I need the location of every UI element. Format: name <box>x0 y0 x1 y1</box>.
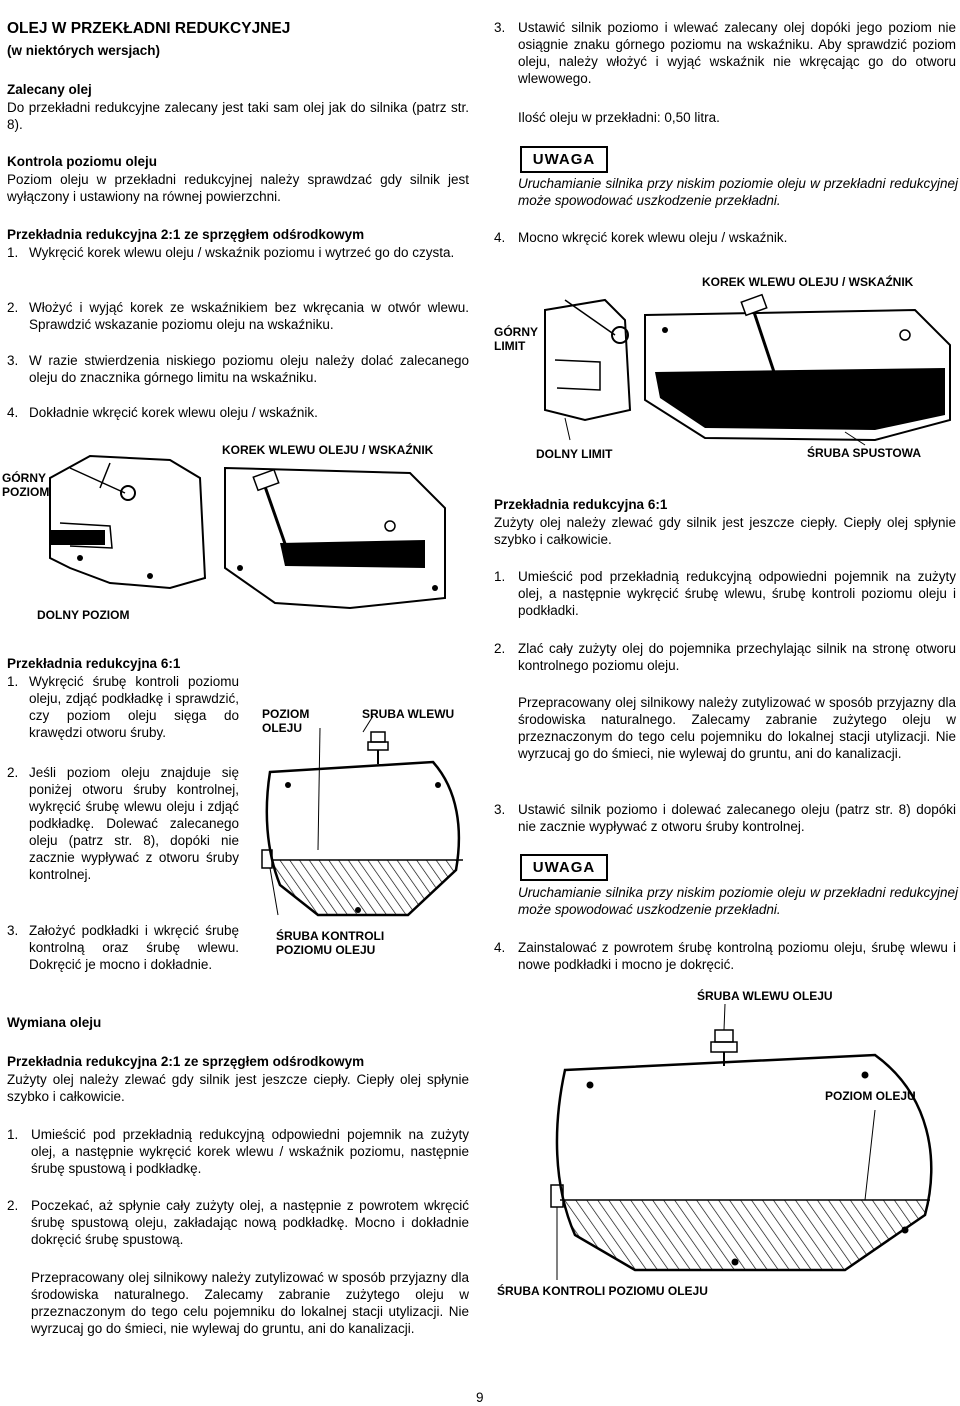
page-subtitle: (w niektórych wersjach) <box>7 43 161 58</box>
recommended-oil-text: Do przekładni redukcyjne zalecany jest taki sam olej jak do silnika (patrz str. 8). <box>7 100 469 132</box>
ratio6-change-step-4: 4. Zainstalować z powrotem śrubę kontrolną poziomu oleju, śrubę wlewu i nowe podkładki i mocno je dokręcić. <box>494 940 956 972</box>
oil-change-environment-note: Przepracowany olej silnikowy należy zutylizować w sposób przyjazny dla środowiska naturalnego. Zalecamy zabranie zużytego oleju w przeznaczonym do tego celu pojemniku do lokalnej stacji utylizacji. Nie wyrzucaj go do śmieci, nie wylewaj do gruntu, ani do kanalizacji. <box>31 1270 469 1336</box>
caution-text-1: Uruchamianie silnika przy niskim poziomie oleju w przekładni redukcyjnej może spowodować uszkodzenie przekładni. <box>518 176 958 208</box>
fig2-oil-level-label: POZIOM OLEJU <box>262 707 310 735</box>
fig2-fill-bolt-label: SRUBA WLEWU <box>362 707 455 721</box>
oil-change-intro: Zużyty olej należy zlewać gdy silnik jest jeszcze ciepły. Ciepły olej spłynie szybko i całkowicie. <box>7 1072 469 1104</box>
recommended-oil-heading: Zalecany olej <box>7 82 92 97</box>
caution-badge-1: UWAGA <box>520 146 608 173</box>
fig3-cap-label: KOREK WLEWU OLEJU / WSKAŹNIK <box>702 275 914 289</box>
ratio6-change-step-3: 3. Ustawić silnik poziomo i dolewać zalecanego oleju (patrz str. 8) dopóki nie zacznie wypływać z otworu śruby kontrolnej. <box>494 802 956 834</box>
fig4-fill-bolt-label: ŚRUBA WLEWU OLEJU <box>697 989 833 1003</box>
fig2-check-bolt-label: ŚRUBA KONTROLI POZIOMU OLEJU <box>276 929 385 957</box>
fig4-check-bolt-label: ŚRUBA KONTROLI POZIOMU OLEJU <box>497 1284 708 1298</box>
figure-dipstick-right <box>545 290 960 450</box>
ratio6-change-intro: Zużyty olej należy zlewać gdy silnik jest jeszcze ciepły. Ciepły olej spłynie szybko i całkowicie. <box>494 515 956 547</box>
figure-6to1-cover-change <box>545 1000 945 1290</box>
right-step-3: 3. Ustawić silnik poziomo i wlewać zalecany olej dopóki jego poziom nie osiągnie znaku górnego poziomu na wskaźniku. Aby sprawdzić poziom oleju, należy włożyć i wyjąć wskaźnik nie wkręcając go do otworu wlewowego. <box>494 20 956 86</box>
ratio6-change-step-2: 2. Zlać cały zużyty olej do pojemnika przechylając silnik na stronę otworu kontrolnego poziomu oleju. <box>494 641 956 673</box>
fig4-oil-level-label: POZIOM OLEJU <box>825 1089 916 1103</box>
oil-check-text: Poziom oleju w przekładni redukcyjnej należy sprawdzać gdy silnik jest wyłączony i ustawiony na równej powierzchni. <box>7 172 469 204</box>
oil-capacity: Ilość oleju w przekładni: 0,50 litra. <box>518 110 720 125</box>
fig3-drain-bolt-label: ŚRUBA SPUSTOWA <box>807 446 922 460</box>
clutch-step-2: 2. Włożyć i wyjąć korek ze wskaźnikiem bez wkręcania w otwór wlewu. Sprawdzić wskazanie poziomu oleju na wskaźniku. <box>7 300 469 332</box>
oil-change-subheading: Przekładnia redukcyjna 2:1 ze sprzęgłem odśrodkowym <box>7 1054 365 1069</box>
ratio6-check-step-2: 2. Jeśli poziom oleju znajduje się poniżej otworu śruby kontrolnej, wykręcić śrubę wlewu oleju i zdjąć podkładkę. Dolewać zalecanego oleju (patrz str. 8), dopóki nie zacznie wypływać z otworu śruby kontrolnej. <box>7 765 239 882</box>
oil-change-heading: Wymiana oleju <box>7 1015 102 1030</box>
caution-text-2: Uruchamianie silnika przy niskim poziomie oleju w przekładni redukcyjnej może spowodować uszkodzenie przekładni. <box>518 885 958 917</box>
fig3-upper-limit-label: GÓRNY LIMIT <box>494 325 539 353</box>
caution-badge-2: UWAGA <box>520 854 608 881</box>
ratio6-check-step-3: 3. Założyć podkładki i wkręcić śrubę kontrolną oraz śrubę wlewu. Dokręcić je mocno i dokładnie. <box>7 923 239 972</box>
ratio6-check-heading: Przekładnia redukcyjna 6:1 <box>7 656 181 671</box>
fig1-upper-level-label: GÓRNY POZIOM <box>2 471 50 499</box>
page-number: 9 <box>476 1390 484 1405</box>
ratio6-environment-note: Przepracowany olej silnikowy należy zutylizować w sposób przyjazny dla środowiska naturalnego. Zalecamy zabranie zużytego oleju w przeznaczonym do tego celu pojemniku do lokalnej stacji utylizacji. Nie wyrzucaj go do śmieci, nie wylewaj do gruntu, ani do kanalizacji. <box>518 695 956 761</box>
figure-dipstick-left <box>50 448 470 618</box>
clutch-step-1: 1. Wykręcić korek wlewu oleju / wskaźnik poziomu i wytrzeć go do czysta. <box>7 245 455 260</box>
page-title: OLEJ W PRZEKŁADNI REDUKCYJNEJ <box>7 20 291 37</box>
fig1-cap-label: KOREK WLEWU OLEJU / WSKAŹNIK <box>222 443 434 457</box>
ratio6-change-heading: Przekładnia redukcyjna 6:1 <box>494 497 668 512</box>
clutch-heading: Przekładnia redukcyjna 2:1 ze sprzęgłem odśrodkowym <box>7 227 365 242</box>
clutch-step-4: 4. Dokładnie wkręcić korek wlewu oleju / wskaźnik. <box>7 405 318 420</box>
ratio6-check-step-1: 1. Wykręcić śrubę kontroli poziomu oleju, zdjąć podkładkę i sprawdzić, czy poziom oleju sięga do krawędzi otworu śruby. <box>7 674 239 740</box>
fig1-lower-level-label: DOLNY POZIOM <box>37 608 130 622</box>
oil-change-step-1: 1. Umieścić pod przekładnią redukcyjną odpowiedni pojemnik na zużyty olej, a następnie wykręcić korek wlewu / wskaźnik poziomu, następnie śrubę spustową i podkładkę. <box>7 1127 469 1176</box>
oil-change-step-2: 2. Poczekać, aż spłynie cały zużyty olej, a następnie z powrotem wkręcić śrubę spustową oleju, zakładając nową podkładkę. Mocno i dokładnie dokręcić śrubę spustową. <box>7 1198 469 1247</box>
oil-check-heading: Kontrola poziomu oleju <box>7 154 157 169</box>
clutch-step-3: 3. W razie stwierdzenia niskiego poziomu oleju należy dolać zalecanego oleju do znacznika górnego limitu na wskaźniku. <box>7 353 469 385</box>
right-step-4: 4. Mocno wkręcić korek wlewu oleju / wskaźnik. <box>494 230 788 245</box>
fig3-lower-limit-label: DOLNY LIMIT <box>536 447 613 461</box>
ratio6-change-step-1: 1. Umieścić pod przekładnią redukcyjną odpowiedni pojemnik na zużyty olej, a następnie wykręcić śrubę wlewu, śrubę kontroli poziomu oleju i podkładki. <box>494 569 956 618</box>
